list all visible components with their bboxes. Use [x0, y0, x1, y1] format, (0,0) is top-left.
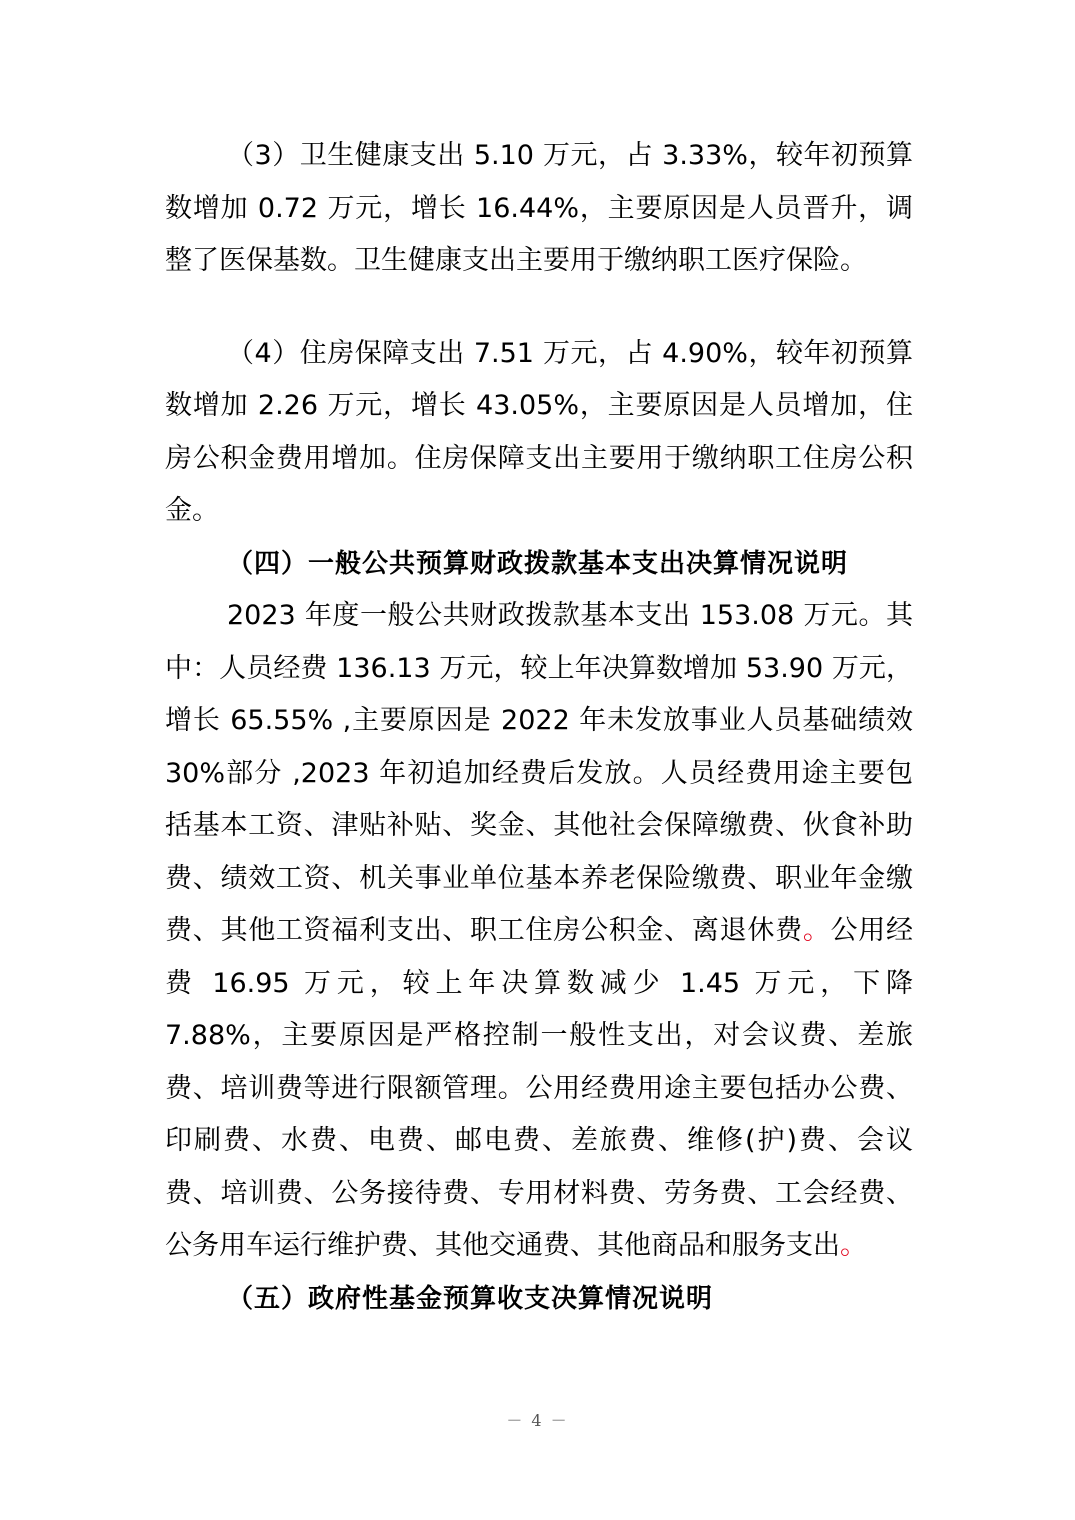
paragraph-spacer	[165, 288, 913, 328]
document-content	[165, 130, 913, 1325]
page-number: － 4 －	[506, 1411, 569, 1430]
public-funds-text: 公用经费 16.95 万元，较上年决算数减少 1.45 万元，下降 7.88%，主要原因是严格控制一般性支出，对会议费、差旅费、培训费等进行限额管理。公用经费用途主要包括办公费、印刷费、水费、电费、邮电费、差旅费、维修(护)费、会议费、培训费、公务接待费、专用材料费、劳务费、工会经费、公务用车运行维护费、其他交通费、其他商品和服务支出	[165, 915, 914, 1261]
paragraph-basic-expenditure	[165, 590, 913, 1273]
paragraph-health-expenditure: （3）卫生健康支出 5.10 万元，占 3.33%，较年初预算数增加 0.72 万元，增长 16.44%，主要原因是人员晋升，调整了医保基数。卫生健康支出主要用于缴纳职工医疗保险。	[165, 140, 913, 276]
red-period-mark: 。	[840, 1230, 867, 1261]
red-period-mark: 。	[802, 915, 831, 946]
section-heading-government-fund: （五）政府性基金预算收支决算情况说明	[227, 1283, 714, 1314]
section-heading-basic-expenditure: （四）一般公共预算财政拨款基本支出决算情况说明	[227, 548, 849, 579]
personnel-funds-text: 2023 年度一般公共财政拨款基本支出 153.08 万元。其中：人员经费 136.13 万元，较上年决算数增加 53.90 万元，增长 65.55% ,主要原因是 2022 年未发放事业人员基础绩效 30%部分 ,2023 年初追加经费后发放。人员经费用途主要包括基本工资、津贴补贴、奖金、其他社会保障缴费、伙食补助费、绩效工资、机关事业单位基本养老保险缴费、职业年金缴费、其他工资福利支出、职工住房公积金、离退休费	[165, 600, 913, 946]
paragraph-housing-expenditure: （4）住房保障支出 7.51 万元，占 4.90%，较年初预算数增加 2.26 万元，增长 43.05%，主要原因是人员增加，住房公积金费用增加。住房保障支出主要用于缴纳职工住房公积金。	[165, 337, 913, 526]
